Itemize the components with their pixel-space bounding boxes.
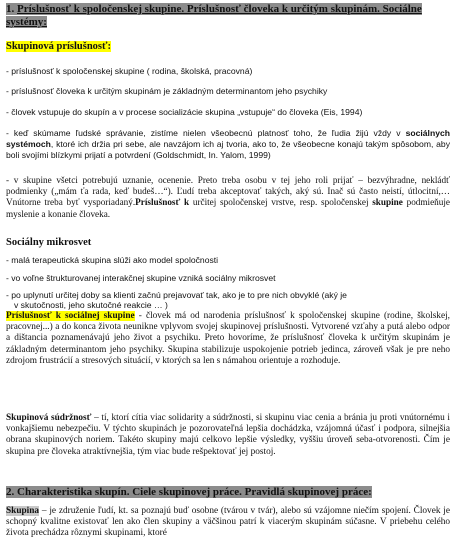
paragraph-group-definition: Skupina – je združenie ľudí, kt. sa poznajú buď osobne (tvárou v tvár), alebo sú vzájomne niečím spojení. Človek je schopný kvalitne existovať len ako člen skupiny a väčšinou patrí k viacerým skupinám súčasne. V priebehu celého života prechádza rôznymi skupinami, ktoré [6,506,450,539]
bullet-item: - po uplynutí určitej doby sa klienti začnú prejavovať tak, ako je to pre nich obvyklé (aký je [6,290,347,300]
subheading-group-membership: Skupinová príslušnosť: [6,41,111,52]
paragraph-social-group: Príslušnosť k sociálnej skupine - človek má od narodenia príslušnosť k spoločenskej skupine (rodine, školskej, pracovnej...) a do konca života neunikne vplyvom svojej skupinovej príslušnosti. Vytvorené vzťahy a putá alebo odpor a dištancia poznamenávajú jeho život a psychiku. Preto hovoríme, že príslušnosť človeka k určitým skupinám je základným determinantom jeho psychiky. Skupina stabilizuje uspokojenie potrieb jedinca, zároveň však je pre neho zdrojom frustrácií a stresových situácií, v ktorých sa len s námahou orientuje a rozhoduje. [6,311,450,366]
section-2-number: 2. [6,486,15,498]
paragraph-group-cohesion: Skupinová súdržnosť – tí, ktorí cítia viac solidarity a súdržnosti, si skupinu viac cenia a bránia ju proti vnútornému i vonkajšiemu nebezpečiu. V týchto skupinách je pozorovateľná lepšia dochádzka, vzájomná účasť i podpora, silnejšia obrana skupinových noriem. Takéto skupiny majú celkovo lepšie výsledky, vyššiu úroveň seba-otvorenosti. Čím je skupina pre človeka atraktívnejšia, tým viac bude rešpektovať jej postoj. [6,413,450,457]
bullet-item: - príslušnosť k spoločenskej skupine ( rodina, školská, pracovná) [6,66,253,76]
bullet-item: - malá terapeutická skupina slúži ako model spoločnosti [6,255,219,265]
bullet-item-social-systems: - keď skúmame ľudské správanie, zistíme nielen všeobecnú platnosť toho, že ľudia žijú vždy v sociálnych systémoch, ktoré ich držia pri sebe, ale navzájom ich aj tvoria, ako to, že všeobecne konajú takým spôsobom, aby boli svojími blízkymi prijatí a potvrdení (Goldschmidt, In. Yalom, 1999) [6,128,450,160]
section-2-heading [6,486,450,499]
section-1-title: Príslušnosť k spoločenskej skupine. Príslušnosť človeka k určitým skupinám. Sociálne systémy: [6,3,422,28]
section-1-heading [6,3,450,29]
bullet-item: - vo voľne štrukturovanej interakčnej skupine vzniká sociálny mikrosvet [6,273,276,283]
section-2-title: Charakteristika skupín. Ciele skupinovej práce. Pravidlá skupinovej práce: [17,486,372,498]
subheading-social-microworld: Sociálny mikrosvet [6,237,92,248]
bullet-item: - človek vstupuje do skupín a v procese socializácie skupina „vstupuje“ do človeka (Eis, 1994) [6,107,363,117]
bullet-item-recognition: - v skupine všetci potrebujú uznanie, ocenenie. Preto treba osobu v tej jeho roli prijať – bezvýhradne, nekládť podmienky („mám ťa rada, keď budeš…“). Ľudí treba akceptovať takých, aký sú. Inač sú často neistí, útlocitní,… Vnútorne treba byť vysporiadaný.Príslušnosť k určitej spoločenskej vrstve, resp. spoločenskej skupine podmieňuje myslenie a konanie človeka. [6,175,450,219]
bullet-item-continuation: v skutočnosti, jeho skutočné reakcie … ) [14,300,168,310]
bullet-item: - príslušnosť človeka k určitým skupinám je základným determinantom jeho psychiky [6,86,328,96]
section-1-number: 1. [6,3,15,15]
